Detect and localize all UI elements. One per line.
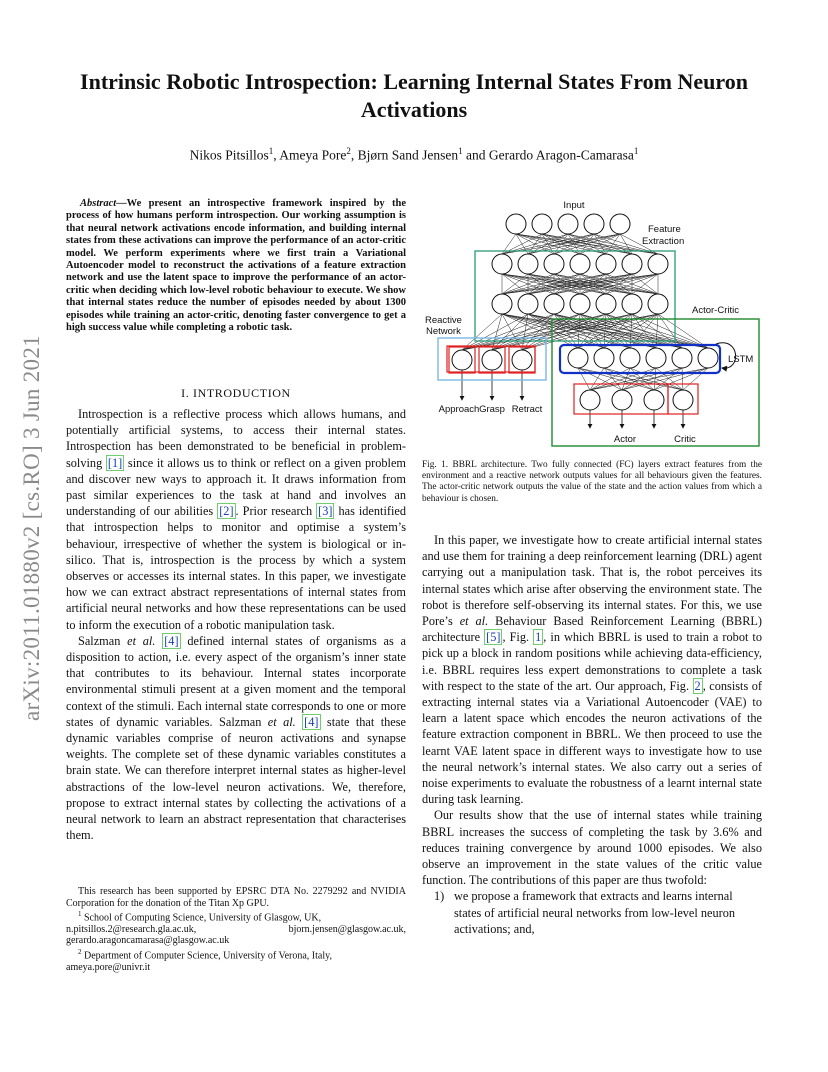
connection-line bbox=[630, 368, 683, 390]
neuron-node bbox=[612, 390, 632, 410]
footnote-emails-1 bbox=[66, 924, 406, 936]
paper-title: Intrinsic Robotic Introspection: Learning Internal States From Neuron Activations bbox=[80, 69, 748, 122]
neuron-node bbox=[646, 348, 666, 368]
neuron-node bbox=[512, 350, 532, 370]
label-actor: Actor bbox=[613, 434, 637, 445]
author-affiliation-mark: 1 bbox=[268, 146, 274, 156]
neuron-node bbox=[532, 214, 552, 234]
connection-line bbox=[590, 368, 708, 390]
footnote-email-3 bbox=[66, 962, 406, 974]
author-list bbox=[60, 146, 768, 164]
connection-line bbox=[654, 368, 708, 390]
italic-text: et al. bbox=[459, 614, 489, 629]
neuron-node bbox=[620, 348, 640, 368]
connection-line bbox=[462, 314, 502, 350]
email-link[interactable]: bjorn.jensen@glasgow.ac.uk, bbox=[288, 923, 406, 935]
text-run: , consists of extracting internal states via a Variational Autoencoder (VAE) to learn a latent space which encodes the neuron activations of the feature extraction component in BBRL. We then proceed to use the learnt VAE latent space in different ways to investigate how to use the neural network’s internal states. We also carry out a series of noise experiments to evaluate the robustness of a learnt internal state during task learning. bbox=[422, 678, 762, 807]
neuron-node bbox=[584, 214, 604, 234]
neuron-node bbox=[648, 254, 668, 274]
introduction-body bbox=[66, 406, 406, 843]
citation-link[interactable]: 2 bbox=[694, 678, 701, 693]
citation-link[interactable]: [1] bbox=[107, 455, 123, 470]
contribution-item bbox=[422, 888, 762, 937]
neuron-node bbox=[622, 254, 642, 274]
neuron-node bbox=[570, 254, 590, 274]
neuron-node bbox=[518, 254, 538, 274]
neuron-node bbox=[506, 214, 526, 234]
label-lstm: LSTM bbox=[728, 354, 754, 365]
right-paragraph-2 bbox=[422, 807, 762, 888]
label-retract: Retract bbox=[511, 404, 543, 415]
connection-line bbox=[656, 368, 683, 390]
neuron-node bbox=[492, 254, 512, 274]
label-network: Network bbox=[426, 326, 461, 337]
bbrl-architecture-figure bbox=[420, 196, 764, 450]
author-separator: , bbox=[350, 147, 358, 163]
label-extraction: Extraction bbox=[642, 236, 685, 247]
footnote-affiliation-2: $^2$ Department of Computer Science, University of Verona, Italy, bbox=[78, 947, 332, 962]
intro-paragraph-2 bbox=[66, 633, 406, 844]
neuron-node bbox=[672, 348, 692, 368]
neuron-node bbox=[492, 294, 512, 314]
citation-link[interactable]: [2] bbox=[219, 504, 234, 519]
connection-line bbox=[622, 368, 656, 390]
citation-link[interactable]: [5] bbox=[486, 630, 501, 645]
section-heading-introduction: I. INTRODUCTION bbox=[181, 386, 291, 400]
author-affiliation-mark: 1 bbox=[458, 146, 463, 156]
label-input: Input bbox=[563, 200, 585, 211]
email-link[interactable]: n.pitsillos.2@research.gla.ac.uk, bbox=[66, 923, 197, 935]
neuron-node bbox=[558, 214, 578, 234]
neuron-node bbox=[580, 390, 600, 410]
neuron-node bbox=[610, 214, 630, 234]
text-run: In this paper, we investigate how to create artificial internal states and use them for training a deep reinforcement learning (DRL) agent carrying out a manipulation task. That is, the robot perceives its internal states which arise after observing the environment state. The robot is therefore self-observing its internal states. For this, we use Pore’s bbox=[422, 533, 762, 629]
connection-line bbox=[622, 368, 708, 390]
neuron-node bbox=[698, 348, 718, 368]
label-approach: Approach bbox=[438, 404, 480, 415]
footnote-affiliation-1: $^1$ School of Computing Science, University of Glasgow, UK, bbox=[78, 910, 322, 924]
text-run: , Fig. bbox=[502, 630, 534, 645]
contribution-number: 1) bbox=[434, 889, 445, 904]
text-run: Behaviour Based Reinforcement Learning (BBRL) architecture bbox=[422, 614, 762, 645]
intro-paragraph-1 bbox=[66, 406, 406, 633]
connection-line bbox=[654, 368, 656, 390]
neuron-node bbox=[518, 294, 538, 314]
footnote-support: This research has been supported by EPSRC DTA No. 2279292 and NVIDIA Corporation for the donation of the Titan Xp GPU. bbox=[66, 886, 406, 909]
citation-link[interactable]: 1 bbox=[535, 630, 542, 645]
neuron-node bbox=[644, 390, 664, 410]
citation-link[interactable]: [3] bbox=[318, 504, 333, 519]
author-separator: and bbox=[462, 147, 489, 163]
neuron-node bbox=[622, 294, 642, 314]
author-name: Nikos Pitsillos bbox=[189, 147, 269, 163]
abstract-lead: Abstract bbox=[80, 198, 117, 209]
neuron-node bbox=[544, 294, 564, 314]
author-affiliation-mark: 1 bbox=[633, 146, 639, 156]
text-run: defined internal states of organisms as a disposition to action, i.e. every aspect of the organism’s inner state that contributes to its behaviour. Internal states incorporate environmental stimuli present at a given moment and the temporal context of the stimuli. Each internal state corresponds to one or more states of dynamic variables. Salzman bbox=[66, 633, 406, 729]
label-feature: Feature bbox=[648, 224, 681, 235]
arxiv-sidebar-id: arXiv:2011.01880v2 [cs.RO] 3 Jun 2021 bbox=[19, 335, 44, 721]
neuron-node bbox=[482, 350, 502, 370]
author-name: Gerardo Aragon-Camarasa bbox=[488, 147, 634, 163]
neuron-node bbox=[596, 294, 616, 314]
neuron-node bbox=[568, 348, 588, 368]
text-run: has identified that introspection helps to monitor and optimise a system’s behaviour, irrespective of whether the system is biological or in-silico. That is, introspection is the process by which a system observes or accesses its internal states. In this paper, we investigate how we can extract abstract representations of internal states from artificial neural networks and how these representations can be used to inform the execution of a robotic manipulation task. bbox=[66, 504, 406, 632]
neuron-node bbox=[596, 254, 616, 274]
neuron-node bbox=[594, 348, 614, 368]
email-link[interactable]: ameya.pore@univr.it bbox=[66, 961, 151, 973]
text-run: Salzman bbox=[78, 633, 128, 648]
figure-caption: Fig. 1. BBRL architecture. Two fully connected (FC) layers extract features from the environment and a reactive network outputs values for all behaviours given the features. The actor-critic network outputs the value of the state and the action values from which a behaviour is chosen. bbox=[422, 460, 762, 504]
right-column-body bbox=[422, 532, 762, 937]
author-name: Bjørn Sand Jensen bbox=[357, 147, 459, 163]
text-run: Our results show that the use of internal states while training BBRL increases the success of completing the task by 3.6% and reduces training convergence by around 1000 episodes. We also observe an improvement in the state values of the critic value function. The contributions of this paper are thus twofold: bbox=[422, 808, 762, 888]
footnotes bbox=[66, 886, 406, 973]
text-run: , in which BBRL is used to train a robot to pick up a block in random positions while achieving data-efficiency, i.e. BBRL requires less expert demonstrations to complete a task with respect to the state of the art. Our approach, Fig. bbox=[422, 630, 763, 693]
author-affiliation-mark: 2 bbox=[346, 146, 351, 156]
text-run: state that these dynamic variables comprise of neuron activations and synapse weights. The complete set of these dynamic variables constitutes a brain state. We can therefore interpret internal states as higher-level abstractions of the low-level neuron activations. We, therefore, propose to extract internal states by collecting the activations of a neural network to learn an abstract representation that characterises them. bbox=[66, 714, 406, 843]
neuron-node bbox=[570, 294, 590, 314]
connection-line bbox=[492, 314, 502, 350]
connection-line bbox=[590, 368, 604, 390]
abstract bbox=[66, 198, 406, 334]
citation-link[interactable]: [4] bbox=[164, 633, 179, 648]
author-name: Ameya Pore bbox=[279, 147, 347, 163]
label-actor-critic: Actor-Critic bbox=[692, 305, 739, 316]
neuron-node bbox=[452, 350, 472, 370]
right-paragraph-1 bbox=[422, 532, 762, 807]
italic-text: et al. bbox=[267, 714, 296, 729]
italic-text: et al. bbox=[127, 633, 156, 648]
author-separator: , bbox=[273, 147, 280, 163]
connection-line bbox=[682, 368, 683, 390]
label-grasp: Grasp bbox=[479, 404, 505, 415]
text-run: . Prior research bbox=[235, 504, 317, 519]
label-critic: Critic bbox=[674, 434, 696, 445]
contribution-text: we propose a framework that extracts and learns internal states of artificial neural networks from low-level neuron activations; and, bbox=[454, 889, 736, 936]
text-run: Introspection is a reflective process which allows humans, and potentially artificial systems, to access their internal states. Introspection has been demonstrated to be beneficial in problem-solving bbox=[66, 407, 406, 470]
connection-line bbox=[590, 368, 630, 390]
abstract-text: —We present an introspective framework inspired by the process of how humans perform introspection. Our working assumption is that neural network activations encode information, and building internal states from these activations can improve the performance of an actor-critic model. We perform experiments where we first train a Variational Autoencoder model to reconstruct the activations of a feature extraction network and use the latent space to improve the performance of an actor-critic when deciding which low-level robotic behaviour to execute. We show that internal states reduce the number of episodes needed by about 1300 episodes while training an actor-critic, denoting faster convergence to get a high success value while completing a robotic task. bbox=[66, 198, 406, 334]
text-run: since it allows us to think or reflect on a given problem and discover new ways to approach it. It draws information from past similar experiences to the task at hand and involves an understanding of our abilities bbox=[66, 455, 406, 519]
neuron-node bbox=[673, 390, 693, 410]
connection-line bbox=[578, 368, 590, 390]
citation-link[interactable]: [4] bbox=[304, 714, 319, 729]
email-link[interactable]: gerardo.aragoncamarasa@glasgow.ac.uk bbox=[66, 935, 230, 947]
neuron-node bbox=[544, 254, 564, 274]
contribution-list bbox=[422, 888, 762, 937]
footnote-email-2 bbox=[66, 935, 406, 947]
neuron-node bbox=[648, 294, 668, 314]
label-reactive: Reactive bbox=[425, 315, 462, 326]
